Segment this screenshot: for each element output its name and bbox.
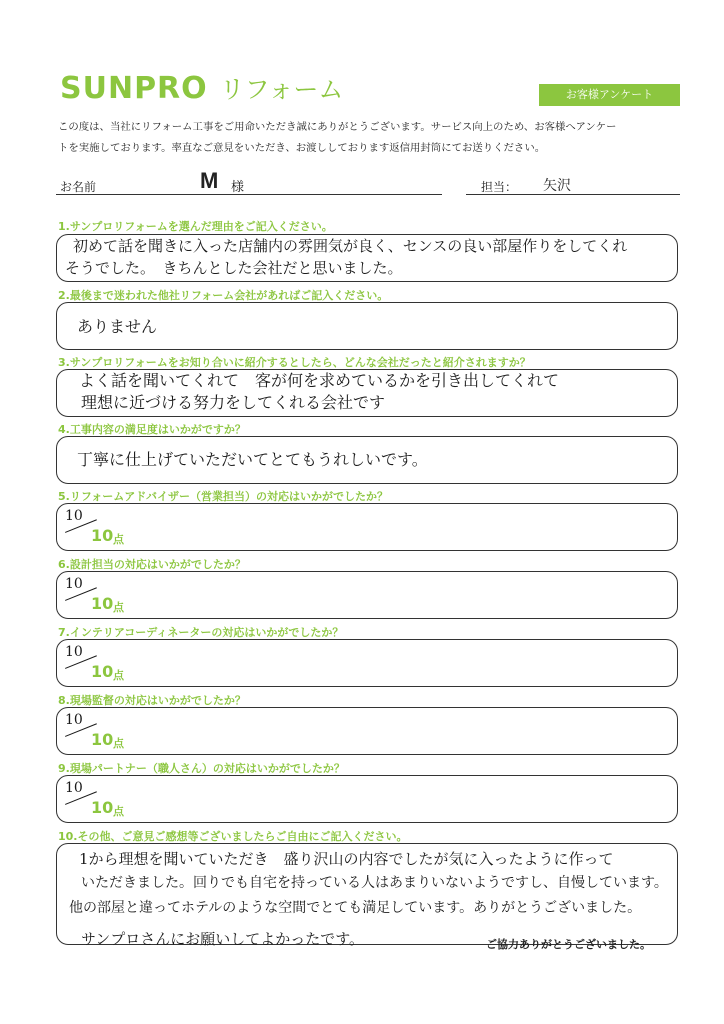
name-label: お名前 bbox=[60, 180, 97, 194]
question-2-label: 2.最後まで迷われた他社リフォーム会社があればご記入ください。 bbox=[58, 289, 389, 302]
question-5-label: 5.リフォームアドバイザー（営業担当）の対応はいかがでしたか？ bbox=[58, 490, 389, 503]
name-suffix: 様 bbox=[231, 180, 245, 195]
question-9-label: 9.現場パートナー（職人さん）の対応はいかがでしたか？ bbox=[58, 762, 345, 775]
survey-badge: お客様アンケート bbox=[539, 84, 680, 106]
question-7-score-unit: 点 bbox=[113, 669, 124, 682]
question-8-label: 8.現場監督の対応はいかがでしたか？ bbox=[58, 694, 246, 707]
question-1-answer-line-2: そうでした。 きちんとした会社だと思いました。 bbox=[65, 259, 403, 277]
question-10-answer-box bbox=[56, 843, 678, 948]
question-7-score: 10 bbox=[65, 644, 83, 660]
question-8-score-unit: 点 bbox=[113, 737, 124, 750]
question-8-score: 10 bbox=[65, 712, 83, 728]
question-3-label: 3.サンプロリフォームをお知り合いに紹介するとしたら、どんな会社だったと紹介されますか？ bbox=[58, 356, 531, 369]
question-9-score-max: 10 bbox=[91, 798, 114, 817]
staff-value: 矢沢 bbox=[543, 178, 571, 194]
question-3-answer-box bbox=[56, 369, 678, 417]
question-10-answer-line-4: サンプロさんにお願いしてよかったです。 bbox=[81, 930, 365, 948]
intro-line-1: この度は、当社にリフォーム工事をご用命いただき誠にありがとうございます。サービス向上のため、お客様へアンケー bbox=[58, 121, 617, 133]
name-underline bbox=[56, 194, 442, 195]
question-10-answer-line-1: 1から理想を聞いていただき 盛り沢山の内容でしたが気に入ったように作って bbox=[79, 850, 614, 868]
staff-underline bbox=[466, 194, 680, 195]
thanks-message: ご協力ありがとうございました。 bbox=[486, 938, 651, 951]
question-1-answer-line-1: 初めて話を聞きに入った店舗内の雰囲気が良く、センスの良い部屋作りをしてくれ bbox=[73, 237, 628, 255]
question-3-answer-line-1: よく話を聞いてくれて 客が何を求めているかを引き出してくれて bbox=[79, 371, 560, 390]
question-2-answer-line-1: ありません bbox=[77, 317, 158, 336]
question-10-label: 10.その他、ご意見ご感想等ございましたらご自由にご記入ください。 bbox=[58, 830, 408, 843]
question-9-score: 10 bbox=[65, 780, 83, 796]
question-8-answer-box bbox=[56, 707, 678, 755]
company-logo bbox=[60, 71, 344, 106]
question-9-answer-box bbox=[56, 775, 678, 823]
staff-label: 担当： bbox=[481, 180, 518, 194]
logo-brand: SUNPRO bbox=[60, 71, 208, 106]
question-10-answer-line-2: いただきました。回りでも自宅を持っている人はあまりいないようですし、自慢しています。 bbox=[81, 875, 668, 891]
question-4-answer-line-1: 丁寧に仕上げていただいてとてもうれしいです。 bbox=[77, 450, 428, 469]
question-9-score-unit: 点 bbox=[113, 805, 124, 818]
question-5-score-max: 10 bbox=[91, 526, 114, 545]
question-8-score-max: 10 bbox=[91, 730, 114, 749]
name-value: M bbox=[200, 168, 219, 193]
question-4-label: 4.工事内容の満足度はいかがですか？ bbox=[58, 423, 246, 436]
question-1-label: 1.サンプロリフォームを選んだ理由をご記入ください。 bbox=[58, 220, 333, 233]
question-5-score: 10 bbox=[65, 508, 83, 524]
question-6-score: 10 bbox=[65, 576, 83, 592]
question-7-score-max: 10 bbox=[91, 662, 114, 681]
logo-suffix: リフォーム bbox=[219, 75, 344, 104]
question-10-answer-line-3: 他の部屋と違ってホテルのような空間でとても満足しています。ありがとうございました。 bbox=[69, 900, 642, 916]
question-6-answer-box bbox=[56, 571, 678, 619]
question-7-label: 7.インテリアコーディネーターの対応はいかがでしたか？ bbox=[58, 626, 344, 639]
question-3-answer-line-2: 理想に近づける努力をしてくれる会社です bbox=[81, 393, 386, 412]
question-1-answer-box bbox=[56, 234, 678, 282]
question-2-answer-box bbox=[56, 302, 678, 350]
question-5-score-unit: 点 bbox=[113, 533, 124, 546]
question-4-answer-box bbox=[56, 436, 678, 484]
question-6-score-max: 10 bbox=[91, 594, 114, 613]
question-6-score-unit: 点 bbox=[113, 601, 124, 614]
intro-line-2: トを実施しております。率直なご意見をいただき、お渡ししております返信用封筒にてお送りください。 bbox=[58, 142, 546, 154]
question-7-answer-box bbox=[56, 639, 678, 687]
intro-text bbox=[58, 117, 688, 159]
question-5-answer-box bbox=[56, 503, 678, 551]
question-6-label: 6.設計担当の対応はいかがでしたか？ bbox=[58, 558, 246, 571]
